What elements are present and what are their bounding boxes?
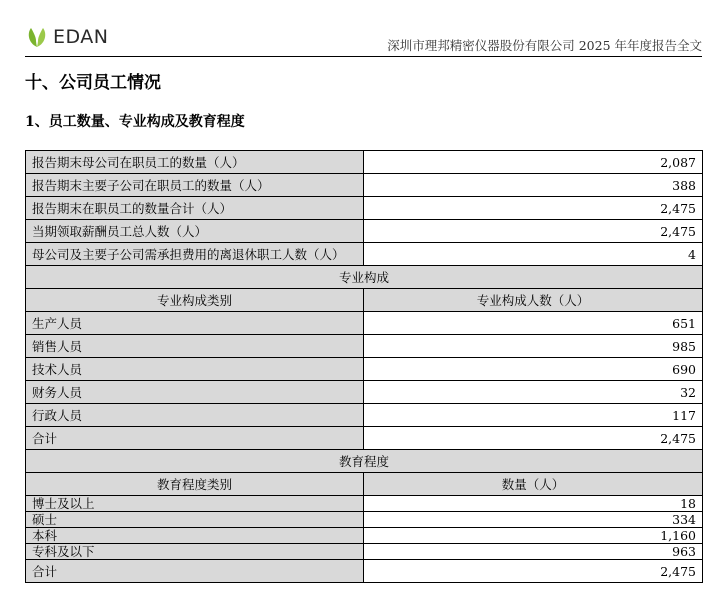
row-value: 117 bbox=[364, 404, 703, 427]
table-row bbox=[26, 335, 703, 358]
row-label: 母公司及主要子公司需承担费用的离退休职工人数（人） bbox=[26, 243, 364, 266]
education-col-count: 数量（人） bbox=[364, 473, 703, 496]
row-label: 当期领取薪酬员工总人数（人） bbox=[26, 220, 364, 243]
row-value: 2,475 bbox=[364, 197, 703, 220]
row-label: 合计 bbox=[26, 560, 364, 583]
table-row bbox=[26, 243, 703, 266]
table-row bbox=[26, 220, 703, 243]
education-col-category: 教育程度类别 bbox=[26, 473, 364, 496]
row-value: 2,475 bbox=[364, 427, 703, 450]
leaf-icon bbox=[25, 25, 49, 49]
table-row bbox=[26, 512, 703, 528]
row-value: 4 bbox=[364, 243, 703, 266]
table-row bbox=[26, 174, 703, 197]
row-value: 1,160 bbox=[364, 528, 703, 544]
row-value: 985 bbox=[364, 335, 703, 358]
report-title: 深圳市理邦精密仪器股份有限公司 2025 年年度报告全文 bbox=[387, 38, 702, 53]
row-label: 硕士 bbox=[26, 512, 364, 528]
section-title: 十、公司员工情况 bbox=[25, 73, 161, 93]
table-row bbox=[26, 358, 703, 381]
row-label: 合计 bbox=[26, 427, 364, 450]
row-value: 32 bbox=[364, 381, 703, 404]
row-label: 技术人员 bbox=[26, 358, 364, 381]
table-row-total bbox=[26, 427, 703, 450]
table-row bbox=[26, 496, 703, 512]
row-label: 销售人员 bbox=[26, 335, 364, 358]
row-label: 财务人员 bbox=[26, 381, 364, 404]
row-value: 388 bbox=[364, 174, 703, 197]
table-row bbox=[26, 151, 703, 174]
professional-column-header bbox=[26, 289, 703, 312]
row-value: 2,475 bbox=[364, 560, 703, 583]
table-row bbox=[26, 381, 703, 404]
table-row bbox=[26, 404, 703, 427]
row-value: 651 bbox=[364, 312, 703, 335]
table-row bbox=[26, 544, 703, 560]
row-label: 本科 bbox=[26, 528, 364, 544]
professional-section-header bbox=[26, 266, 703, 289]
subsection-title: 1、员工数量、专业构成及教育程度 bbox=[25, 114, 245, 130]
row-label: 生产人员 bbox=[26, 312, 364, 335]
row-value: 690 bbox=[364, 358, 703, 381]
education-section-header bbox=[26, 450, 703, 473]
row-value: 2,087 bbox=[364, 151, 703, 174]
row-value: 334 bbox=[364, 512, 703, 528]
row-label: 行政人员 bbox=[26, 404, 364, 427]
company-logo bbox=[25, 24, 109, 50]
professional-title: 专业构成 bbox=[26, 266, 703, 289]
education-title: 教育程度 bbox=[26, 450, 703, 473]
row-label: 报告期末母公司在职员工的数量（人） bbox=[26, 151, 364, 174]
table-row bbox=[26, 312, 703, 335]
education-column-header bbox=[26, 473, 703, 496]
row-value: 18 bbox=[364, 496, 703, 512]
table-row bbox=[26, 197, 703, 220]
row-value: 2,475 bbox=[364, 220, 703, 243]
logo-text: EDAN bbox=[53, 26, 109, 48]
row-label: 专科及以下 bbox=[26, 544, 364, 560]
row-label: 报告期末主要子公司在职员工的数量（人） bbox=[26, 174, 364, 197]
row-label: 博士及以上 bbox=[26, 496, 364, 512]
page-header bbox=[25, 22, 702, 57]
row-label: 报告期末在职员工的数量合计（人） bbox=[26, 197, 364, 220]
table-row bbox=[26, 528, 703, 544]
professional-col-count: 专业构成人数（人） bbox=[364, 289, 703, 312]
professional-col-category: 专业构成类别 bbox=[26, 289, 364, 312]
row-value: 963 bbox=[364, 544, 703, 560]
employee-table bbox=[25, 150, 703, 583]
table-row-total bbox=[26, 560, 703, 583]
